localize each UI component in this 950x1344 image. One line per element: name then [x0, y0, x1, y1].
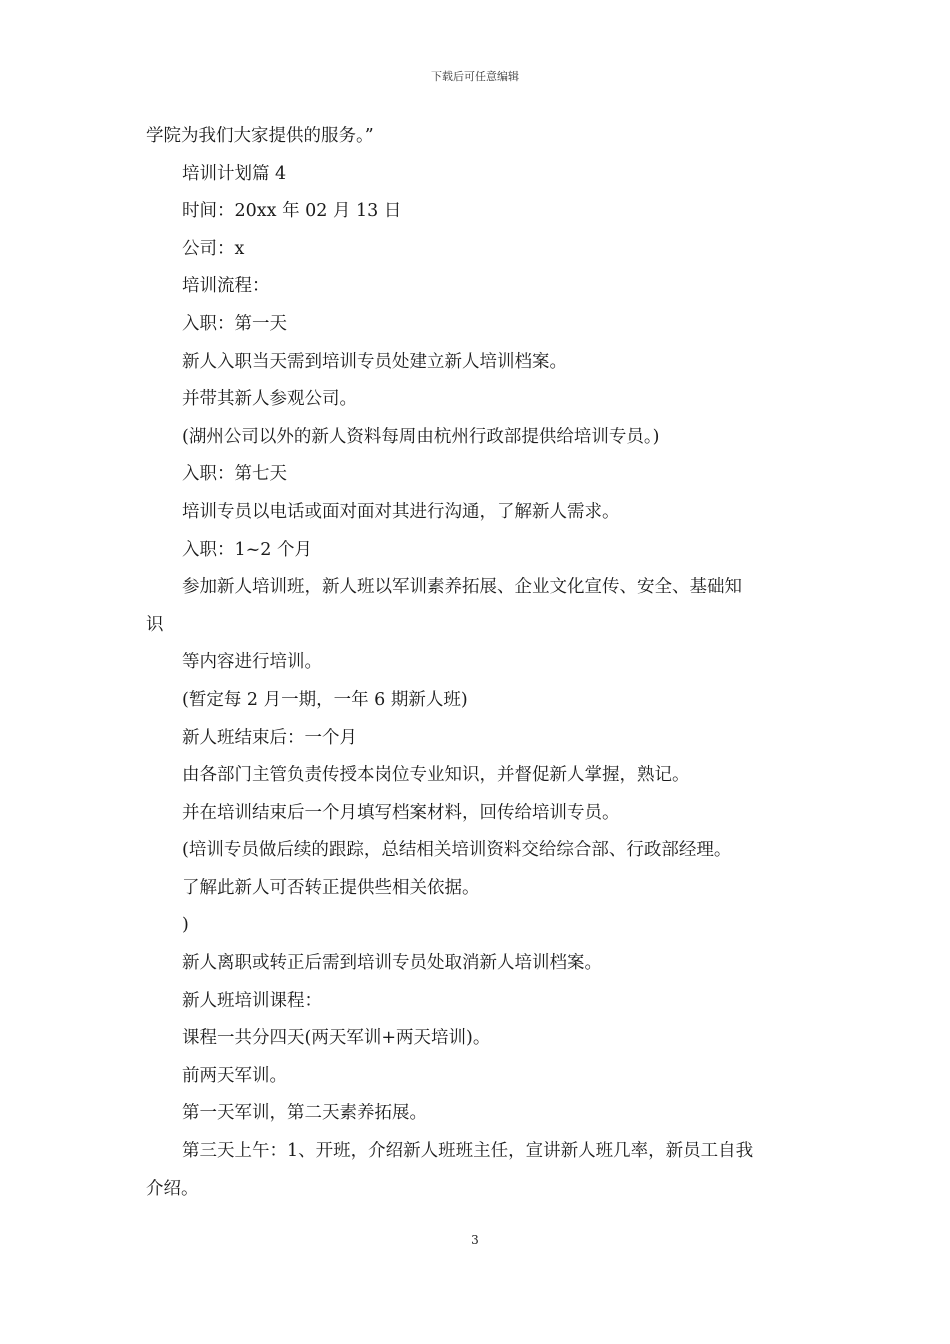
- paragraph-line: 介绍。: [146, 1178, 199, 1199]
- paragraph-line: 并在培训结束后一个月填写档案材料，回传给培训专员。: [182, 802, 620, 823]
- paragraph-line: 入职：第一天: [182, 313, 287, 334]
- paragraph-line: 新人班结束后：一个月: [182, 727, 357, 748]
- paragraph-line: 识: [146, 614, 164, 635]
- paragraph-line: (培训专员做后续的跟踪，总结相关培训资料交给综合部、行政部经理。: [182, 840, 732, 861]
- paragraph-line: 参加新人培训班，新人班以军训素养拓展、企业文化宣传、安全、基础知: [182, 577, 742, 598]
- paragraph-line: 第三天上午：1、开班，介绍新人班班主任，宣讲新人班几率，新员工自我: [182, 1141, 754, 1162]
- paragraph-line: (暂定每 2 月一期，一年 6 期新人班): [182, 689, 468, 710]
- document-body: [146, 118, 810, 1208]
- paragraph-line: 培训流程：: [182, 276, 270, 297]
- paragraph-line: 并带其新人参观公司。: [182, 389, 357, 410]
- paragraph-line: 入职：1~2 个月: [182, 539, 312, 560]
- paragraph-line: 入职：第七天: [182, 464, 287, 485]
- paragraph-line: 时间：20xx 年 02 月 13 日: [182, 201, 402, 222]
- paragraph-line: 学院为我们大家提供的服务。”: [146, 126, 374, 146]
- page-number: 3: [471, 1233, 479, 1247]
- paragraph-line: (湖州公司以外的新人资料每周由杭州行政部提供给培训专员。): [182, 426, 660, 447]
- paragraph-line: 由各部门主管负责传授本岗位专业知识，并督促新人掌握，熟记。: [182, 765, 690, 786]
- paragraph-line: 等内容进行培训。: [182, 652, 322, 673]
- paragraph-line: 新人入职当天需到培训专员处建立新人培训档案。: [182, 351, 567, 372]
- paragraph-line: 培训专员以电话或面对面对其进行沟通，了解新人需求。: [182, 501, 620, 522]
- paragraph-line: 培训计划篇 4: [182, 163, 287, 184]
- paragraph-line: 第一天军训，第二天素养拓展。: [182, 1103, 427, 1124]
- paragraph-line: 新人班培训课程：: [182, 990, 322, 1011]
- paragraph-line: 了解此新人可否转正提供些相关依据。: [182, 877, 480, 898]
- paragraph-line: 公司：x: [182, 238, 245, 259]
- paragraph-line: 前两天军训。: [182, 1065, 287, 1086]
- paragraph-line: 课程一共分四天(两天军训+两天培训)。: [182, 1028, 491, 1049]
- page-header: 下载后可任意编辑: [431, 70, 519, 83]
- paragraph-line: 新人离职或转正后需到培训专员处取消新人培训档案。: [182, 953, 602, 974]
- paragraph-line: ): [182, 915, 189, 936]
